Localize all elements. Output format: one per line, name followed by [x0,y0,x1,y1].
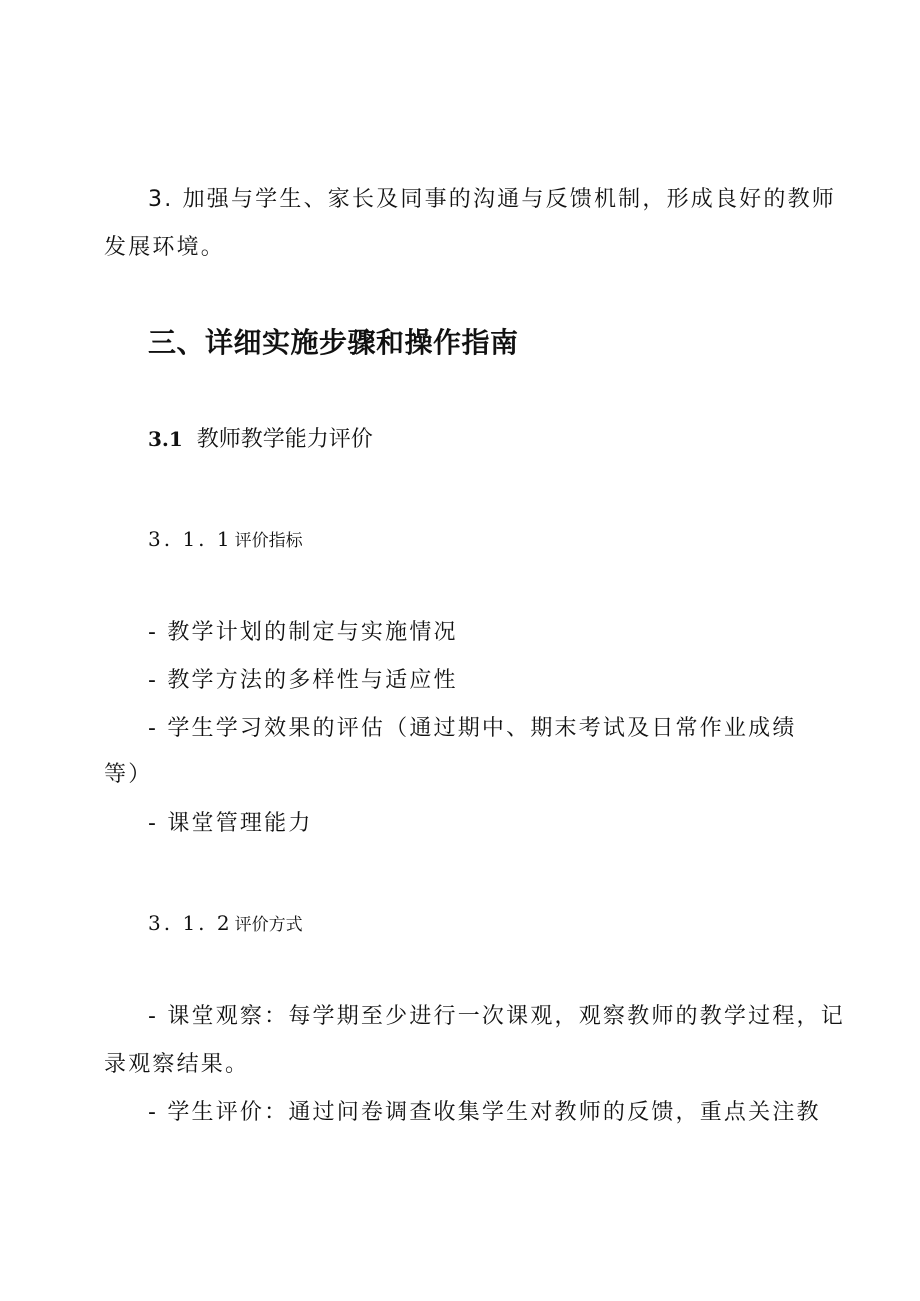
section-3-1-1-number: 3. 1. 1 [148,527,233,551]
section-3-1-2-number: 3. 1. 2 [148,911,233,935]
list-item: - 教学计划的制定与实施情况 [148,620,458,645]
list-item: - 学生学习效果的评估（通过期中、期末考试及日常作业成绩 [148,716,797,741]
list-item: - 学生评价：通过问卷调查收集学生对教师的反馈，重点关注教 [148,1100,821,1125]
section-3-1-1-title: 评价指标 [234,531,303,551]
section-3-1-heading [148,424,373,455]
list-item-continuation: 录观察结果。 [104,1052,250,1077]
list-item: - 课堂管理能力 [148,811,313,836]
paragraph-3-line-1: 3. 加强与学生、家长及同事的沟通与反馈机制，形成良好的教师 [148,187,836,212]
section-3-1-number: 3.1 [148,427,183,451]
section-3-1-title: 教师教学能力评价 [196,427,373,452]
paragraph-3-line-2: 发展环境。 [104,235,226,260]
section-three-heading: 三、详细实施步骤和操作指南 [148,326,519,359]
list-item: - 课堂观察：每学期至少进行一次课观，观察教师的教学过程，记 [148,1004,845,1029]
section-3-1-1-heading [148,526,303,554]
section-3-1-2-title: 评价方式 [234,915,303,935]
section-3-1-2-heading [148,910,303,938]
list-item: - 教学方法的多样性与适应性 [148,668,458,693]
list-item-continuation: 等） [104,762,153,787]
